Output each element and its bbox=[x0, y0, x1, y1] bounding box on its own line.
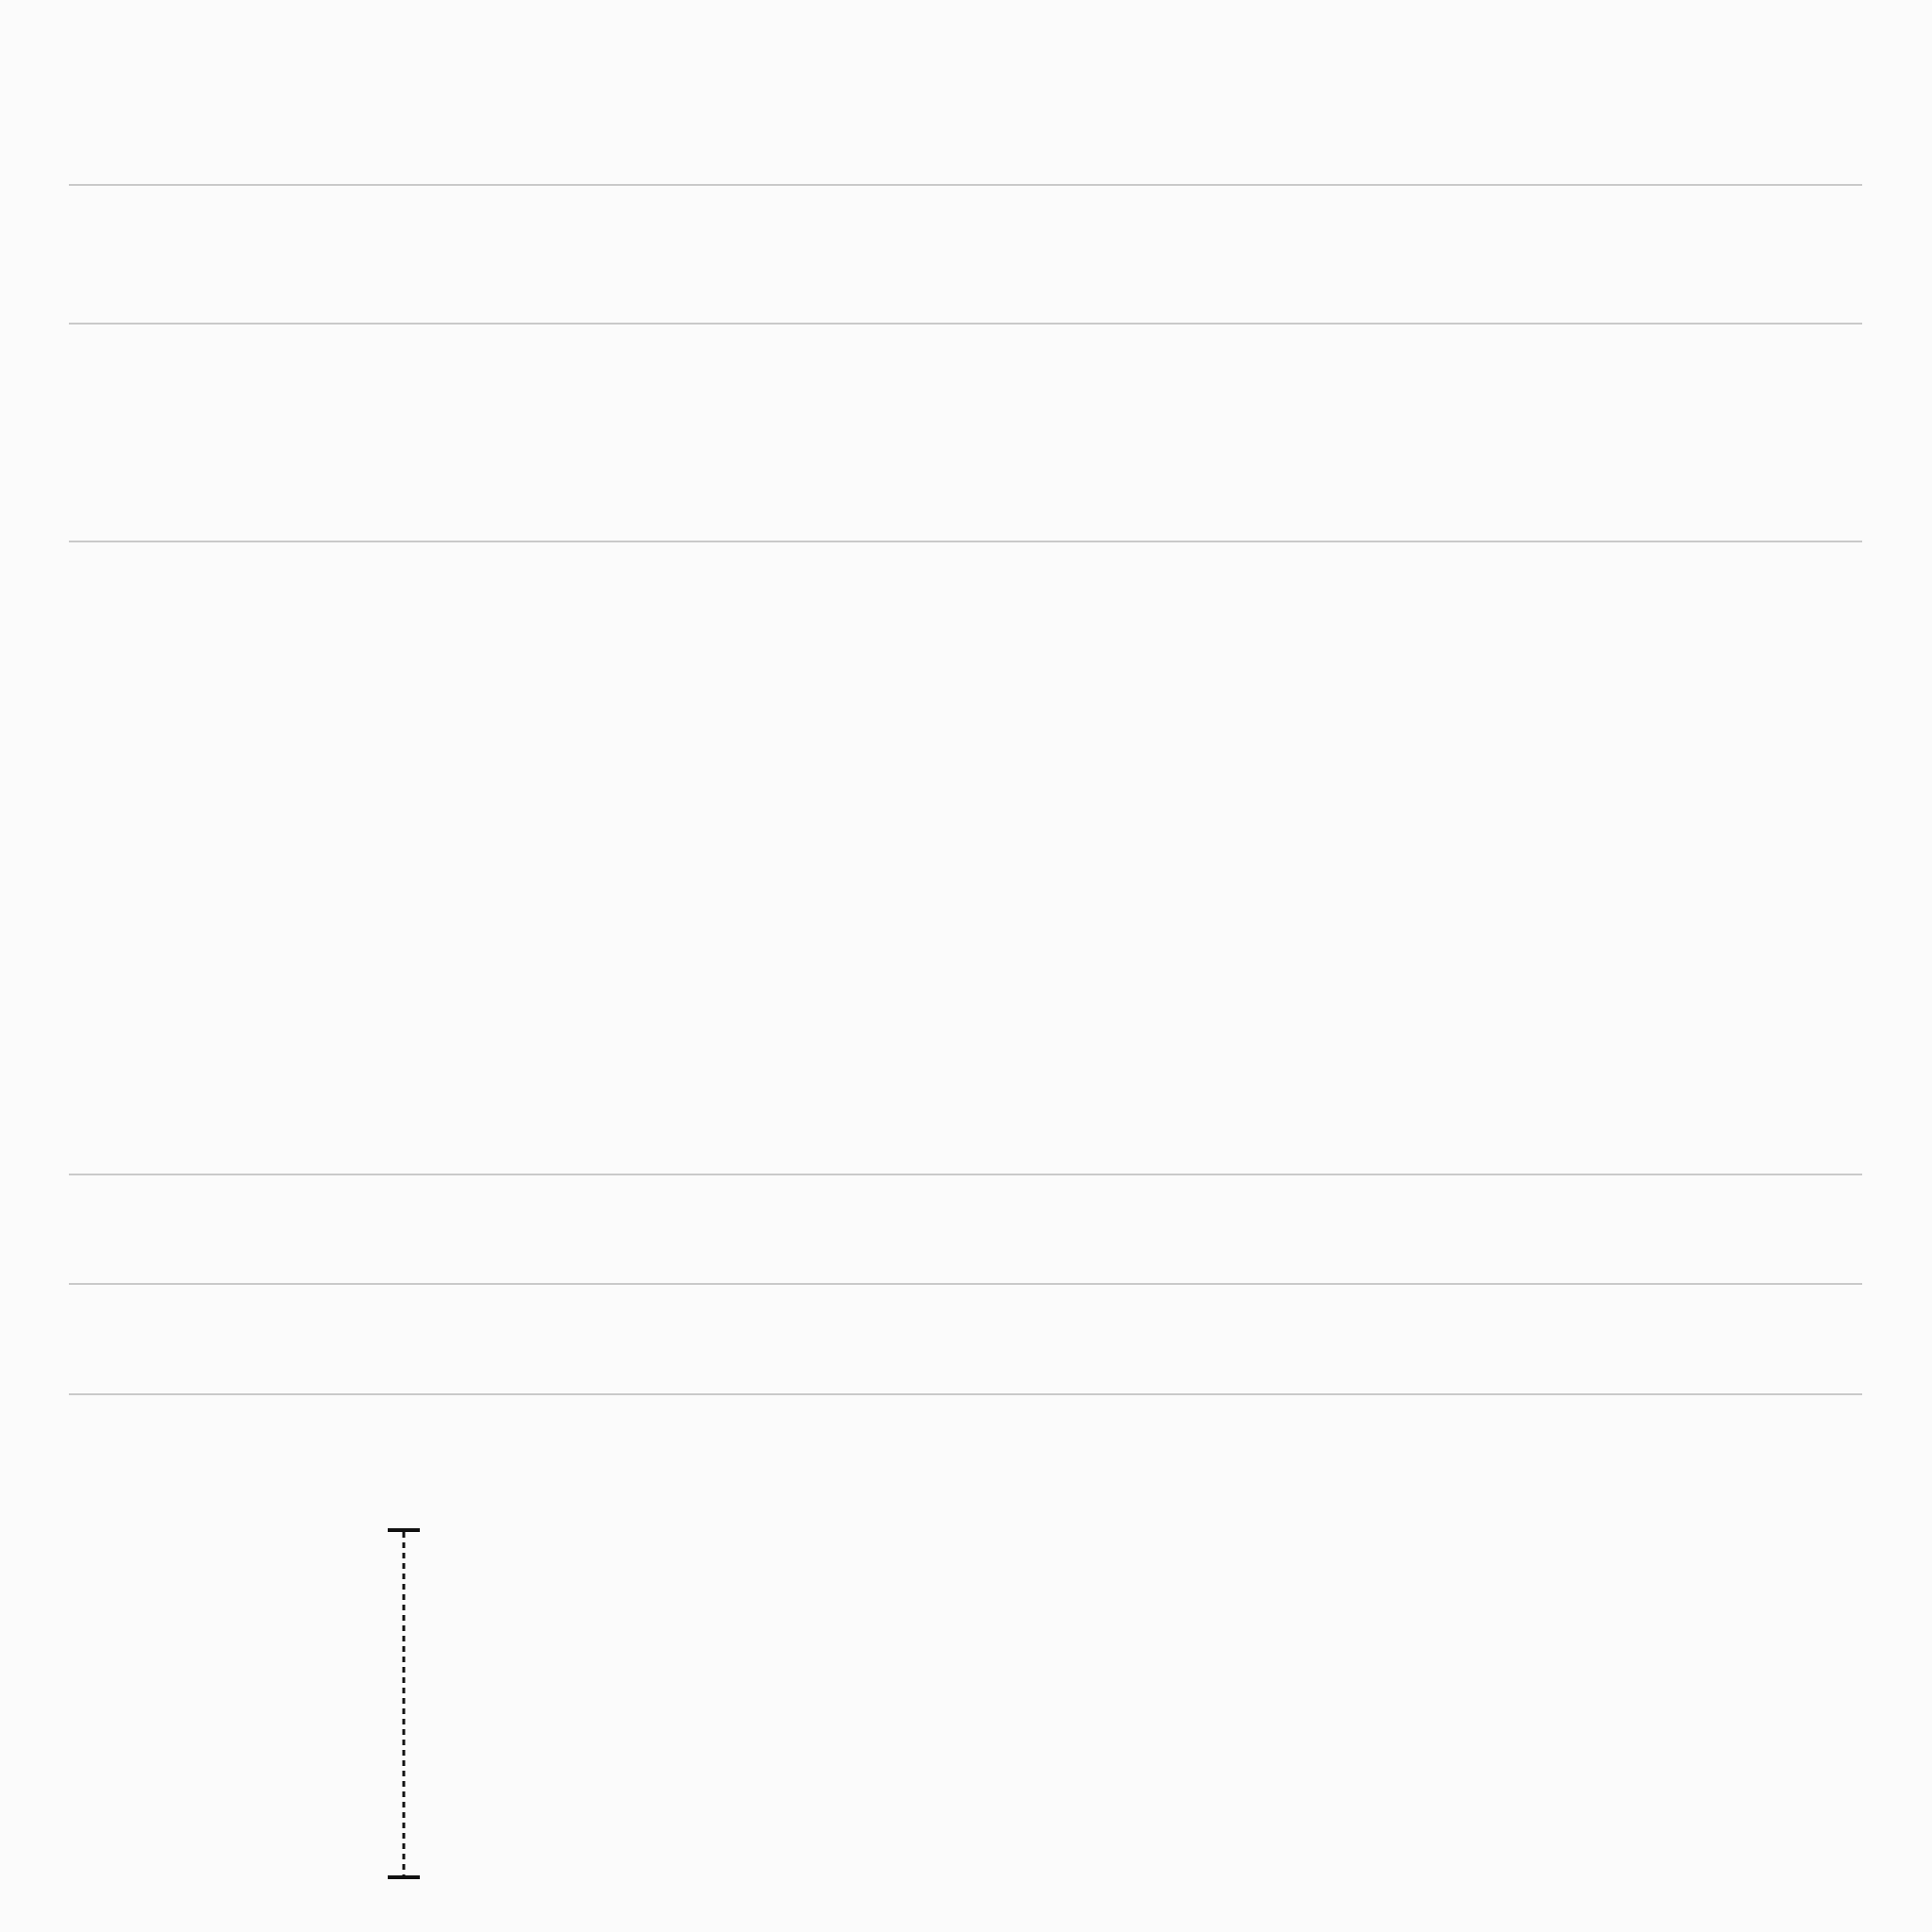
dimension-line bbox=[388, 1530, 420, 1877]
